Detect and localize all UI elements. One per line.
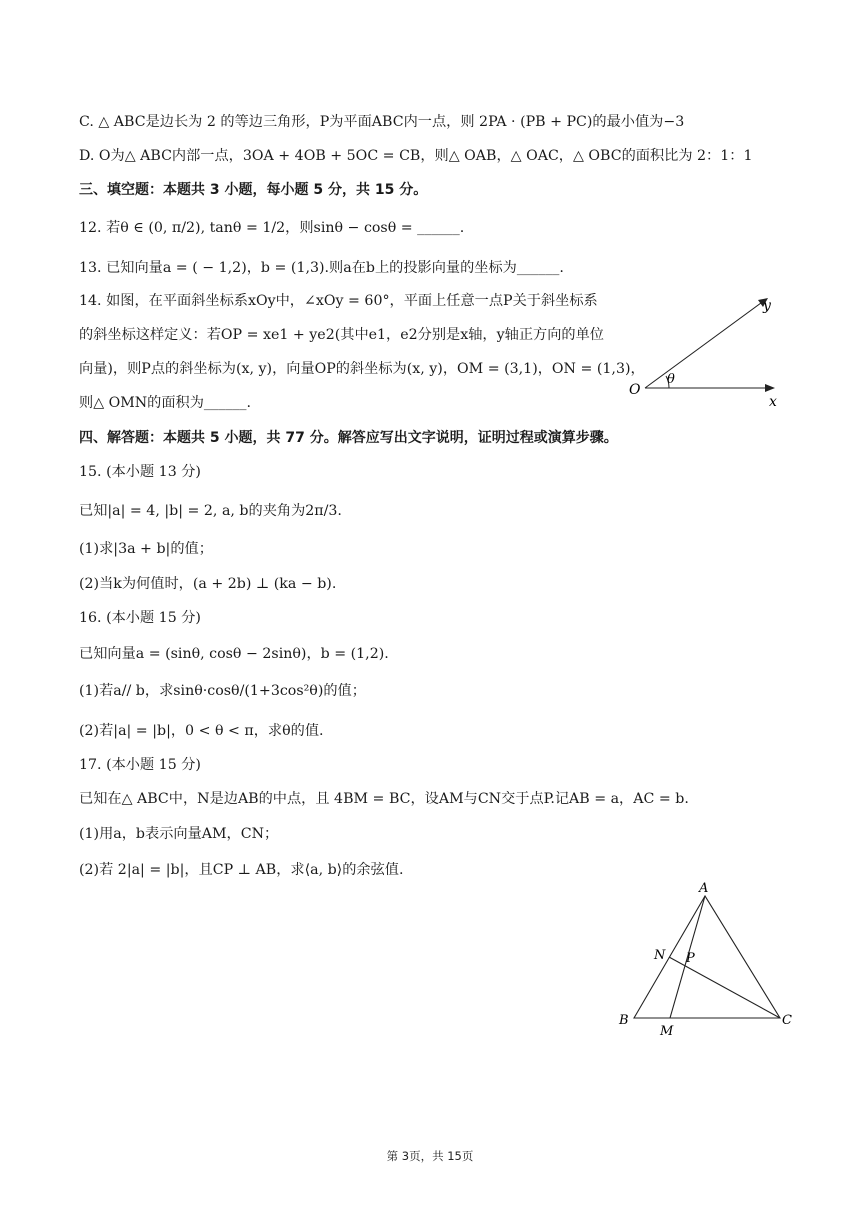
triangle-figure <box>610 878 800 1038</box>
question-16-title: 16. (本小题 15 分) <box>79 610 201 626</box>
section-solution-heading: 四、解答题：本题共 5 小题，共 77 分。解答应写出文字说明，证明过程或演算步骤。 <box>79 430 618 446</box>
origin-label: O <box>629 382 641 398</box>
question-14-line-2: 的斜坐标这样定义：若OP = xe1 + ye2(其中e1，e2分别是x轴，y轴正方向的单位 <box>79 327 604 343</box>
option-c: C. △ ABC是边长为 2 的等边三角形，P为平面ABC内一点，则 2PA · (PB + PC)的最小值为−3 <box>79 114 685 130</box>
question-12: 12. 若θ ∈ (0, π/2), tanθ = 1/2，则sinθ − cosθ = ______. <box>79 220 465 236</box>
point-n-label: N <box>654 948 666 963</box>
vertex-a-label: A <box>699 881 709 896</box>
vertex-b-label: B <box>619 1013 629 1028</box>
axis-y-label: y <box>763 298 771 314</box>
question-16-given: 已知向量a = (sinθ, cosθ − 2sinθ)，b = (1,2). <box>79 646 389 662</box>
question-16-part-2: (2)若|a| = |b|，0 < θ < π，求θ的值. <box>79 723 324 739</box>
point-m-label: M <box>660 1024 674 1038</box>
question-14-line-1: 14. 如图，在平面斜坐标系xOy中，∠xOy = 60°，平面上任意一点P关于斜坐标系 <box>79 293 598 309</box>
point-p-label: P <box>686 951 695 966</box>
vertex-c-label: C <box>782 1013 792 1028</box>
question-17-title: 17. (本小题 15 分) <box>79 757 201 773</box>
question-15-part-2: (2)当k为何值时，(a + 2b) ⊥ (ka − b). <box>79 576 337 592</box>
question-15-given: 已知|a| = 4, |b| = 2, a, b的夹角为2π/3. <box>79 503 342 519</box>
question-15-part-1: (1)求|3a + b|的值； <box>79 541 213 557</box>
oblique-axes-figure <box>625 288 785 408</box>
question-16-part-1: (1)若a// b，求sinθ·cosθ/(1+3cos²θ)的值； <box>79 683 366 699</box>
question-13: 13. 已知向量a = ( − 1,2)，b = (1,3).则a在b上的投影向量的坐标为______. <box>79 260 564 276</box>
question-17-given: 已知在△ ABC中，N是边AB的中点，且 4BM = BC，设AM与CN交于点P.记AB = a，AC = b. <box>79 791 689 807</box>
question-14-line-3: 向量)，则P点的斜坐标为(x, y)，向量OP的斜坐标为(x, y)，OM = (3,1)，ON = (1,3)， <box>79 361 645 377</box>
question-17-part-2: (2)若 2|a| = |b|，且CP ⊥ AB，求⟨a, b⟩的余弦值. <box>79 862 404 878</box>
axis-x-label: x <box>769 394 777 408</box>
page-footer: 第 3页，共 15页 <box>386 1149 474 1163</box>
question-14-line-4: 则△ OMN的面积为______. <box>79 395 252 411</box>
theta-label: θ <box>667 372 675 387</box>
question-17-part-1: (1)用a，b表示向量AM，CN； <box>79 826 279 842</box>
section-fill-in-heading: 三、填空题：本题共 3 小题，每小题 5 分，共 15 分。 <box>79 182 428 198</box>
option-d: D. O为△ ABC内部一点，3OA + 4OB + 5OC = CB，则△ OAB，△ OAC，△ OBC的面积比为 2：1：1 <box>79 148 753 164</box>
question-15-title: 15. (本小题 13 分) <box>79 464 201 480</box>
